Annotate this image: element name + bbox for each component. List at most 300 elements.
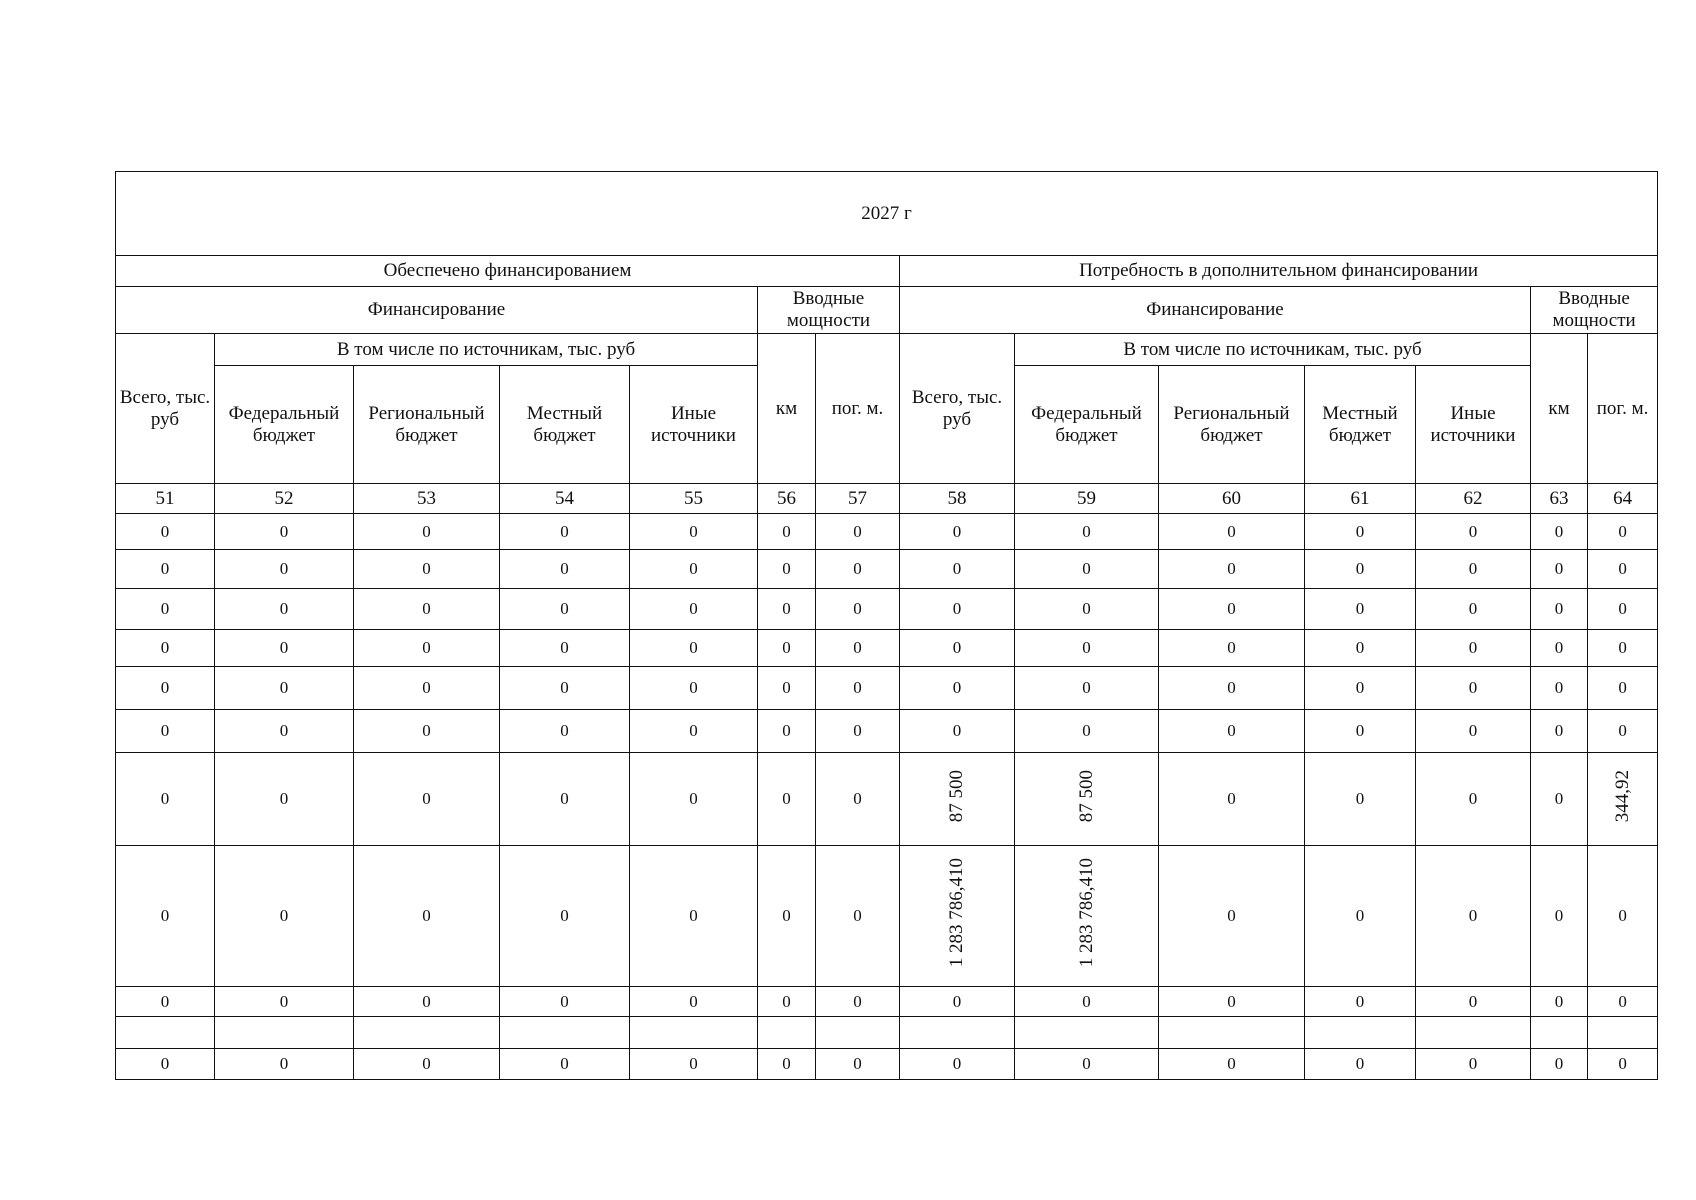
table-cell bbox=[1305, 1017, 1416, 1049]
table-cell bbox=[116, 987, 215, 1017]
cell-value: 0 bbox=[1355, 678, 1365, 697]
year-header: 2027 г bbox=[116, 172, 1658, 256]
cell-value: 0 bbox=[782, 789, 791, 808]
cell-value: 0 bbox=[1554, 789, 1564, 808]
table-cell bbox=[900, 667, 1015, 710]
cell-value: 0 bbox=[279, 906, 289, 925]
cell-value: 0 bbox=[1355, 906, 1365, 925]
table-cell bbox=[1015, 667, 1159, 710]
cell-value: 0 bbox=[853, 721, 862, 740]
cell-value: 0 bbox=[1468, 1054, 1478, 1073]
table-cell bbox=[1305, 550, 1416, 589]
sources-header-secured: В том числе по источникам, тыс. руб bbox=[215, 334, 758, 366]
column-number-cell: 60 bbox=[1159, 484, 1305, 514]
cell-value: 0 bbox=[279, 991, 289, 1011]
cell-value: 0 bbox=[1355, 599, 1365, 618]
secured-header: Обеспечено финансированием bbox=[116, 256, 900, 287]
table-cell bbox=[1015, 550, 1159, 589]
table-cell bbox=[1305, 514, 1416, 550]
pogm-header-additional: пог. м. bbox=[1588, 334, 1658, 484]
table-cell bbox=[354, 753, 500, 846]
table-cell bbox=[116, 846, 215, 987]
table-cell bbox=[1305, 753, 1416, 846]
pogm-header-secured: пог. м. bbox=[816, 334, 900, 484]
table-cell bbox=[758, 589, 816, 630]
table-cell bbox=[354, 846, 500, 987]
table-cell bbox=[354, 987, 500, 1017]
cell-value: 0 bbox=[689, 599, 698, 618]
column-number-cell: 56 bbox=[758, 484, 816, 514]
table-cell bbox=[215, 710, 354, 753]
table-cell bbox=[116, 710, 215, 753]
capacities-header-additional: Вводные мощности bbox=[1531, 287, 1658, 334]
cell-value: 0 bbox=[689, 678, 698, 697]
cell-value: 0 bbox=[560, 559, 569, 578]
table-cell bbox=[215, 667, 354, 710]
header-row-groups bbox=[116, 256, 1658, 287]
cell-value: 0 bbox=[1468, 789, 1478, 808]
cell-value: 0 bbox=[853, 599, 862, 618]
table-cell bbox=[630, 667, 758, 710]
table-cell bbox=[630, 987, 758, 1017]
cell-value: 0 bbox=[1355, 559, 1365, 578]
column-number-cell: 62 bbox=[1416, 484, 1531, 514]
cell-value: 0 bbox=[952, 1054, 962, 1073]
table-cell bbox=[1159, 667, 1305, 710]
cell-value: 0 bbox=[1468, 599, 1478, 618]
cell-value: 0 bbox=[1082, 521, 1091, 541]
cell-value: 0 bbox=[160, 559, 170, 578]
table-cell bbox=[116, 550, 215, 589]
table-cell bbox=[1531, 514, 1588, 550]
table-row bbox=[116, 589, 1658, 630]
cell-value: 0 bbox=[1082, 559, 1091, 578]
column-number-cell: 55 bbox=[630, 484, 758, 514]
cell-value: 0 bbox=[952, 599, 962, 618]
table-cell bbox=[758, 550, 816, 589]
table-cell bbox=[900, 846, 1015, 987]
cell-value: 0 bbox=[1468, 559, 1478, 578]
cell-value: 0 bbox=[853, 1054, 862, 1073]
table-cell bbox=[1416, 550, 1531, 589]
km-header-secured: км bbox=[758, 334, 816, 484]
cell-value: 0 bbox=[1227, 789, 1236, 808]
local-header-secured: Местный бюджет bbox=[500, 366, 630, 484]
federal-header-secured: Федеральный бюджет bbox=[215, 366, 354, 484]
cell-value: 0 bbox=[1468, 521, 1478, 541]
table-cell bbox=[354, 589, 500, 630]
cell-value: 0 bbox=[560, 638, 569, 657]
table-cell bbox=[1588, 846, 1658, 987]
table-cell bbox=[816, 987, 900, 1017]
cell-value: 0 bbox=[560, 599, 569, 618]
table-cell bbox=[354, 514, 500, 550]
sources-header-additional: В том числе по источникам, тыс. руб bbox=[1015, 334, 1531, 366]
table-cell bbox=[215, 846, 354, 987]
table-cell bbox=[500, 589, 630, 630]
table-cell bbox=[1531, 753, 1588, 846]
cell-value: 0 bbox=[422, 789, 431, 808]
header-row-sources bbox=[116, 334, 1658, 366]
cell-value: 0 bbox=[952, 721, 962, 740]
table-cell bbox=[630, 550, 758, 589]
capacities-header-secured: Вводные мощности bbox=[758, 287, 900, 334]
table-cell bbox=[1159, 710, 1305, 753]
table-cell bbox=[816, 550, 900, 589]
table-cell bbox=[1531, 589, 1588, 630]
table-cell bbox=[1416, 630, 1531, 667]
table-cell bbox=[630, 589, 758, 630]
cell-value: 0 bbox=[782, 521, 791, 541]
table-cell bbox=[215, 630, 354, 667]
cell-value: 0 bbox=[952, 678, 962, 697]
cell-value: 0 bbox=[689, 906, 698, 925]
table-cell bbox=[1015, 630, 1159, 667]
federal-header-additional: Федеральный бюджет bbox=[1015, 366, 1159, 484]
table-cell bbox=[500, 667, 630, 710]
cell-value: 0 bbox=[422, 559, 431, 578]
table-cell bbox=[1015, 1049, 1159, 1080]
other-header-additional: Иные источники bbox=[1416, 366, 1531, 484]
column-number-cell: 61 bbox=[1305, 484, 1416, 514]
cell-value: 0 bbox=[853, 678, 862, 697]
cell-value: 0 bbox=[160, 906, 170, 925]
table-cell bbox=[500, 1017, 630, 1049]
cell-value: 0 bbox=[1355, 789, 1365, 808]
table-cell bbox=[1588, 667, 1658, 710]
cell-value: 0 bbox=[1554, 991, 1564, 1011]
table-row bbox=[116, 846, 1658, 987]
column-number-cell: 51 bbox=[116, 484, 215, 514]
table-cell bbox=[1305, 846, 1416, 987]
table-cell bbox=[215, 589, 354, 630]
cell-value: 0 bbox=[1355, 1054, 1365, 1073]
table-cell bbox=[1531, 710, 1588, 753]
table-cell bbox=[1159, 1017, 1305, 1049]
table-cell bbox=[900, 550, 1015, 589]
regional-header-additional: Региональный бюджет bbox=[1159, 366, 1305, 484]
table-cell bbox=[816, 1017, 900, 1049]
table-cell bbox=[1305, 667, 1416, 710]
cell-value: 0 bbox=[952, 991, 962, 1011]
cell-value: 0 bbox=[1618, 721, 1627, 740]
table-cell bbox=[1159, 987, 1305, 1017]
table-cell bbox=[1588, 630, 1658, 667]
cell-value: 0 bbox=[1082, 638, 1091, 657]
table-cell bbox=[1588, 1049, 1658, 1080]
table-cell bbox=[1416, 753, 1531, 846]
cell-value: 0 bbox=[689, 521, 698, 541]
table-cell bbox=[1305, 589, 1416, 630]
table-cell bbox=[116, 753, 215, 846]
cell-value: 0 bbox=[160, 1054, 170, 1073]
table-cell bbox=[1416, 987, 1531, 1017]
column-number-row bbox=[116, 484, 1658, 514]
table-cell bbox=[1531, 846, 1588, 987]
table-cell bbox=[1305, 1049, 1416, 1080]
cell-value: 0 bbox=[1468, 721, 1478, 740]
cell-value: 0 bbox=[422, 906, 431, 925]
cell-value: 0 bbox=[853, 991, 862, 1011]
table-cell bbox=[900, 987, 1015, 1017]
table-cell bbox=[1015, 514, 1159, 550]
table-cell bbox=[816, 846, 900, 987]
table-cell bbox=[1588, 753, 1658, 846]
cell-value: 0 bbox=[782, 721, 791, 740]
cell-value: 0 bbox=[160, 678, 170, 697]
table-cell bbox=[630, 630, 758, 667]
cell-value: 0 bbox=[853, 559, 862, 578]
cell-value: 0 bbox=[1618, 991, 1627, 1011]
cell-value: 0 bbox=[160, 599, 170, 618]
column-number-cell: 58 bbox=[900, 484, 1015, 514]
cell-value: 0 bbox=[1618, 906, 1627, 925]
cell-value: 0 bbox=[160, 789, 170, 808]
table-row bbox=[116, 987, 1658, 1017]
cell-value: 0 bbox=[1082, 721, 1091, 740]
cell-value: 0 bbox=[1355, 991, 1365, 1011]
cell-value: 0 bbox=[422, 721, 431, 740]
table-cell bbox=[630, 514, 758, 550]
table-row bbox=[116, 550, 1658, 589]
table-cell bbox=[816, 630, 900, 667]
table-cell bbox=[215, 550, 354, 589]
table-cell bbox=[116, 1017, 215, 1049]
table-cell bbox=[1588, 514, 1658, 550]
cell-value: 0 bbox=[279, 721, 289, 740]
cell-value: 0 bbox=[1618, 678, 1627, 697]
cell-value: 0 bbox=[160, 521, 170, 541]
local-header-additional: Местный бюджет bbox=[1305, 366, 1416, 484]
cell-value: 0 bbox=[689, 789, 698, 808]
header-row-financing bbox=[116, 287, 1658, 334]
column-number-cell: 54 bbox=[500, 484, 630, 514]
cell-value: 0 bbox=[1227, 638, 1236, 657]
cell-value: 0 bbox=[160, 721, 170, 740]
table-cell bbox=[758, 710, 816, 753]
table-cell bbox=[758, 630, 816, 667]
table-cell bbox=[1159, 589, 1305, 630]
table-cell bbox=[816, 1049, 900, 1080]
table-cell bbox=[758, 846, 816, 987]
table-cell bbox=[500, 753, 630, 846]
table-cell bbox=[500, 987, 630, 1017]
table-cell bbox=[900, 589, 1015, 630]
cell-value: 0 bbox=[782, 1054, 791, 1073]
cell-value: 0 bbox=[1355, 721, 1365, 740]
km-header-additional: км bbox=[1531, 334, 1588, 484]
cell-value: 0 bbox=[422, 678, 431, 697]
table-cell bbox=[758, 1049, 816, 1080]
table-cell bbox=[354, 1049, 500, 1080]
table-cell bbox=[1159, 846, 1305, 987]
table-row bbox=[116, 1049, 1658, 1080]
cell-value: 0 bbox=[1468, 991, 1478, 1011]
cell-value: 0 bbox=[422, 599, 431, 618]
cell-value: 0 bbox=[560, 678, 569, 697]
table-cell bbox=[1588, 987, 1658, 1017]
cell-value: 0 bbox=[1618, 559, 1627, 578]
table-cell bbox=[1305, 987, 1416, 1017]
cell-value: 0 bbox=[1554, 559, 1564, 578]
table-cell bbox=[900, 753, 1015, 846]
cell-value: 0 bbox=[1227, 521, 1236, 541]
table-cell bbox=[1416, 846, 1531, 987]
cell-value: 0 bbox=[689, 991, 698, 1011]
cell-value: 0 bbox=[1227, 906, 1236, 925]
cell-value: 0 bbox=[1355, 638, 1365, 657]
cell-value: 0 bbox=[952, 521, 962, 541]
table-cell bbox=[1015, 710, 1159, 753]
cell-value: 0 bbox=[279, 789, 289, 808]
table-cell bbox=[816, 514, 900, 550]
cell-value: 0 bbox=[1554, 599, 1564, 618]
table-cell bbox=[1305, 710, 1416, 753]
cell-value: 0 bbox=[1082, 1054, 1091, 1073]
table-cell bbox=[816, 667, 900, 710]
cell-value: 0 bbox=[1468, 638, 1478, 657]
cell-value: 344,92 bbox=[1611, 769, 1633, 823]
cell-value: 1 283 786,410 bbox=[1075, 858, 1097, 968]
cell-value: 0 bbox=[853, 638, 862, 657]
cell-value: 0 bbox=[1554, 678, 1564, 697]
cell-value: 0 bbox=[1227, 721, 1236, 740]
table-cell bbox=[1588, 710, 1658, 753]
table-cell bbox=[1416, 589, 1531, 630]
table-cell bbox=[900, 710, 1015, 753]
additional-header: Потребность в дополнительном финансировании bbox=[900, 256, 1658, 287]
financing-header-additional: Финансирование bbox=[900, 287, 1531, 334]
table-cell bbox=[116, 630, 215, 667]
table-cell bbox=[1416, 1049, 1531, 1080]
table-cell bbox=[816, 753, 900, 846]
table-cell bbox=[1015, 589, 1159, 630]
table-cell bbox=[1416, 514, 1531, 550]
cell-value: 0 bbox=[1618, 521, 1627, 541]
cell-value: 0 bbox=[160, 638, 170, 657]
financing-table bbox=[115, 171, 1658, 1080]
cell-value: 0 bbox=[279, 1054, 289, 1073]
table-cell bbox=[630, 1017, 758, 1049]
table-cell bbox=[1159, 550, 1305, 589]
cell-value: 0 bbox=[952, 559, 962, 578]
table-cell bbox=[1531, 550, 1588, 589]
table-cell bbox=[1531, 987, 1588, 1017]
table-cell bbox=[1159, 514, 1305, 550]
cell-value: 0 bbox=[1618, 1054, 1627, 1073]
cell-value: 0 bbox=[782, 638, 791, 657]
table-row bbox=[116, 710, 1658, 753]
cell-value: 0 bbox=[1554, 906, 1564, 925]
cell-value: 0 bbox=[1554, 638, 1564, 657]
other-header-secured: Иные источники bbox=[630, 366, 758, 484]
cell-value: 0 bbox=[279, 599, 289, 618]
table-cell bbox=[1416, 710, 1531, 753]
cell-value: 0 bbox=[1227, 599, 1236, 618]
table-row bbox=[116, 667, 1658, 710]
table-cell bbox=[500, 1049, 630, 1080]
table-cell bbox=[758, 667, 816, 710]
cell-value: 0 bbox=[1082, 991, 1091, 1011]
table-cell bbox=[1416, 1017, 1531, 1049]
table-cell bbox=[758, 753, 816, 846]
cell-value: 0 bbox=[422, 638, 431, 657]
cell-value: 0 bbox=[560, 906, 569, 925]
table-row bbox=[116, 514, 1658, 550]
table-cell bbox=[630, 753, 758, 846]
cell-value: 0 bbox=[689, 559, 698, 578]
cell-value: 0 bbox=[422, 991, 431, 1011]
table-cell bbox=[354, 667, 500, 710]
table-cell bbox=[1015, 753, 1159, 846]
table-body bbox=[116, 514, 1658, 1080]
cell-value: 0 bbox=[782, 678, 791, 697]
total-header-secured: Всего, тыс. руб bbox=[116, 334, 215, 484]
table-cell bbox=[354, 710, 500, 753]
table-cell bbox=[630, 710, 758, 753]
table-cell bbox=[354, 1017, 500, 1049]
table-cell bbox=[1588, 589, 1658, 630]
table-cell bbox=[1305, 630, 1416, 667]
table-cell bbox=[758, 514, 816, 550]
table-cell bbox=[816, 589, 900, 630]
cell-value: 0 bbox=[1468, 678, 1478, 697]
cell-value: 0 bbox=[560, 721, 569, 740]
cell-value: 0 bbox=[1355, 521, 1365, 541]
table-cell bbox=[1159, 753, 1305, 846]
cell-value: 0 bbox=[1227, 991, 1236, 1011]
table-cell bbox=[116, 667, 215, 710]
column-number-cell: 63 bbox=[1531, 484, 1588, 514]
table-cell bbox=[1531, 630, 1588, 667]
column-number-cell: 64 bbox=[1588, 484, 1658, 514]
cell-value: 0 bbox=[279, 638, 289, 657]
cell-value: 0 bbox=[279, 678, 289, 697]
table-cell bbox=[1015, 846, 1159, 987]
table-cell bbox=[116, 514, 215, 550]
cell-value: 0 bbox=[560, 1054, 569, 1073]
cell-value: 0 bbox=[1468, 906, 1478, 925]
cell-value: 0 bbox=[1554, 1054, 1564, 1073]
table-cell bbox=[630, 846, 758, 987]
column-number-cell: 53 bbox=[354, 484, 500, 514]
cell-value: 0 bbox=[1082, 678, 1091, 697]
cell-value: 0 bbox=[689, 638, 698, 657]
cell-value: 0 bbox=[782, 599, 791, 618]
cell-value: 0 bbox=[1227, 1054, 1236, 1073]
cell-value: 0 bbox=[1554, 521, 1564, 541]
table-cell bbox=[116, 1049, 215, 1080]
header-row-year bbox=[116, 172, 1658, 256]
cell-value: 0 bbox=[853, 906, 862, 925]
table-cell bbox=[1531, 1017, 1588, 1049]
cell-value: 0 bbox=[952, 638, 962, 657]
table-cell bbox=[900, 1049, 1015, 1080]
table-cell bbox=[215, 1049, 354, 1080]
cell-value: 0 bbox=[279, 559, 289, 578]
column-number-cell: 59 bbox=[1015, 484, 1159, 514]
cell-value: 1 283 786,410 bbox=[946, 858, 967, 968]
cell-value: 0 bbox=[1227, 559, 1236, 578]
cell-value: 0 bbox=[279, 521, 289, 541]
table-cell bbox=[1159, 630, 1305, 667]
table-cell bbox=[500, 550, 630, 589]
column-number-cell: 57 bbox=[816, 484, 900, 514]
financing-header-secured: Финансирование bbox=[116, 287, 758, 334]
table-cell bbox=[500, 710, 630, 753]
table-cell bbox=[1588, 550, 1658, 589]
regional-header-secured: Региональный бюджет bbox=[354, 366, 500, 484]
